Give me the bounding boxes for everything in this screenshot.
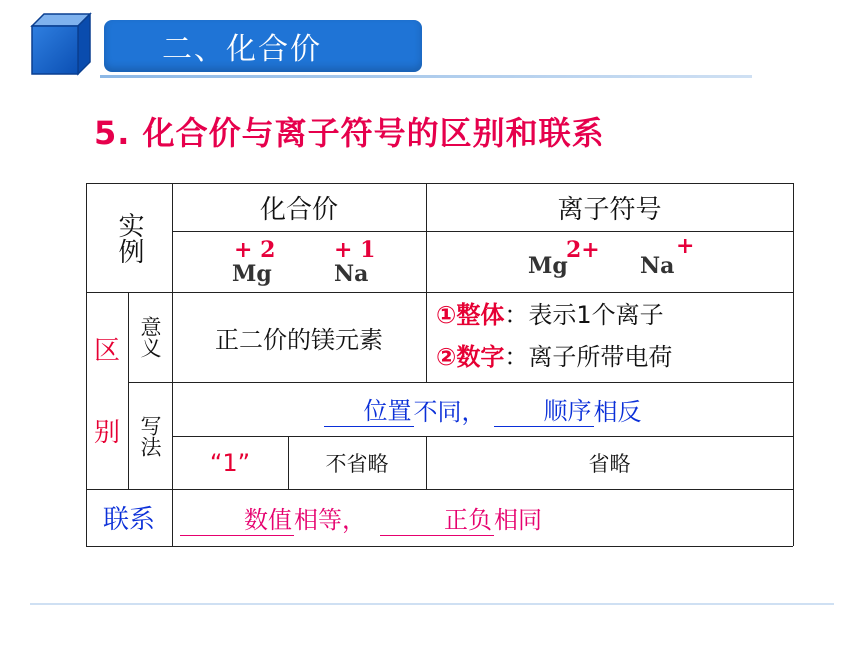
header-divider	[100, 75, 752, 78]
mg-ion-charge: 2+	[566, 237, 600, 263]
mg-symbol: Mg	[232, 261, 272, 287]
meaning-ion	[436, 294, 793, 382]
difference-label-1: 区	[93, 336, 120, 366]
writing-blank-position: 位置	[324, 391, 414, 427]
relation-blank-sign: 正负	[380, 500, 494, 536]
section-title: 二、化合价	[162, 32, 322, 67]
ion-example	[426, 231, 793, 292]
writing-blank-order: 顺序	[494, 391, 594, 427]
meaning-label-text: 意义	[138, 316, 162, 358]
writing-label-text: 写法	[138, 414, 162, 457]
writing-rule	[172, 382, 793, 436]
meaning-label	[128, 292, 172, 382]
one-valence: 不省略	[325, 451, 389, 476]
example-label	[86, 183, 172, 292]
ion-header: 离子符号	[557, 194, 662, 225]
writing-text-1: 不同，	[413, 397, 486, 426]
one-label: “1”	[209, 448, 251, 477]
relation-text-1: 相等，	[294, 506, 366, 534]
na-valence: + 1	[334, 237, 376, 263]
valence-example	[172, 231, 426, 292]
relation-label: 联系	[102, 505, 155, 535]
example-label-text: 实例	[114, 211, 144, 264]
footer-divider	[30, 603, 834, 605]
mg-valence: + 2	[234, 237, 276, 263]
na-symbol: Na	[334, 261, 369, 287]
ion-number-text: ：离子所带电荷	[504, 343, 673, 371]
na-ion-symbol: Na	[640, 253, 675, 279]
na-ion-charge: +	[676, 233, 695, 259]
meaning-valence: 正二价的镁元素	[215, 325, 383, 354]
writing-text-2: 相反	[593, 397, 642, 426]
cube-icon	[30, 12, 92, 76]
one-ion: 省略	[588, 451, 631, 476]
relation-text-2: 相同	[494, 506, 542, 534]
difference-label-2: 别	[93, 418, 120, 448]
mg-ion-symbol: Mg	[528, 253, 568, 279]
ion-whole-key: ①整体	[436, 301, 505, 329]
ion-number-key: ②数字	[436, 343, 505, 371]
relation-rule	[180, 489, 793, 546]
slide-title: 5. 化合价与离子符号的区别和联系	[94, 114, 605, 152]
writing-label	[128, 382, 172, 489]
valence-header: 化合价	[259, 194, 338, 225]
ion-whole-text: ：表示1个离子	[504, 301, 664, 329]
section-header	[104, 20, 422, 72]
relation-blank-value: 数值	[180, 500, 294, 536]
